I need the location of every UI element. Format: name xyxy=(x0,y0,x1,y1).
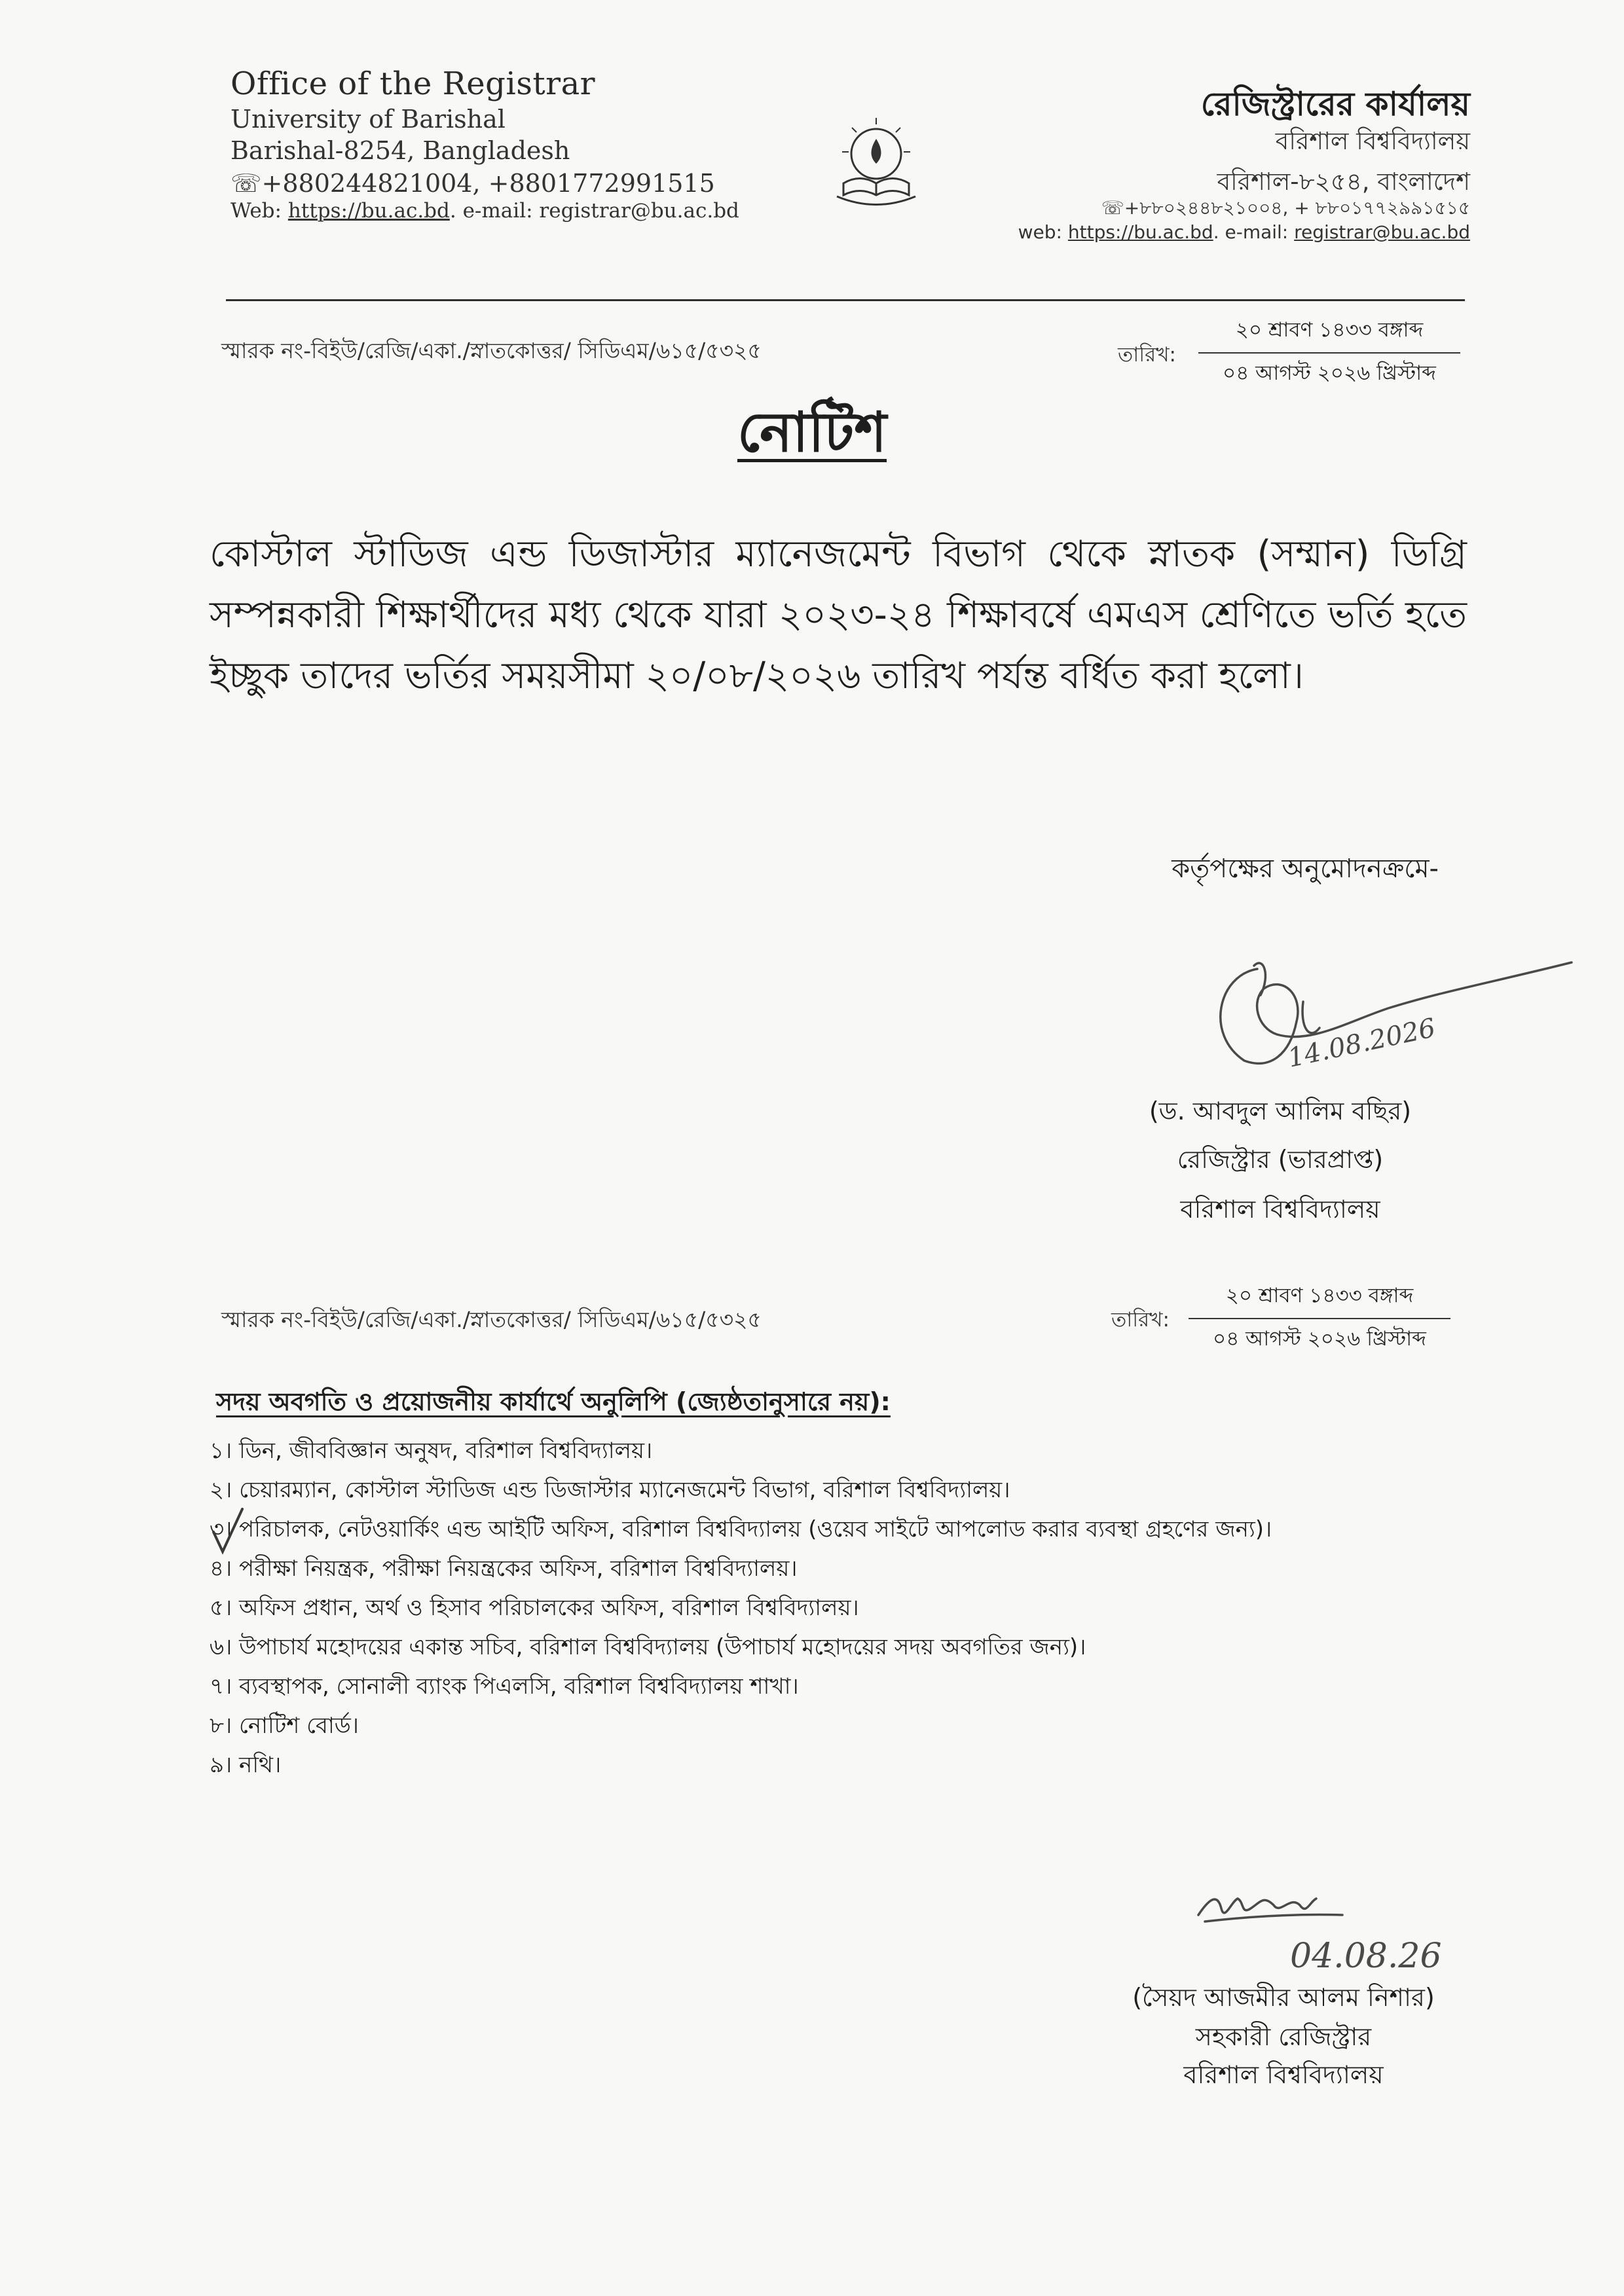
registrar-institution: বরিশাল বিশ্ববিদ্যালয় xyxy=(1180,1195,1380,1224)
email-label: . e-mail: xyxy=(449,199,533,223)
notice-title: নোটিশ xyxy=(737,400,887,464)
university-logo-icon xyxy=(811,92,942,223)
university-name-bn: বরিশাল বিশ্ববিদ্যালয় xyxy=(1275,127,1470,155)
office-title-bn: রেজিস্ট্রারের কার্যালয় xyxy=(1200,85,1470,123)
office-title-en: Office of the Registrar xyxy=(231,65,596,102)
list-item: ৯। নথি। xyxy=(210,1752,282,1778)
check-mark-icon xyxy=(208,1506,248,1558)
email-link[interactable]: registrar@bu.ac.bd xyxy=(539,199,739,223)
assistant-registrar-institution: বরিশাল বিশ্ববিদ্যালয় xyxy=(1183,2060,1384,2089)
list-item: ৫। অফিস প্রধান, অর্থ ও হিসাব পরিচালকের অফিস, বরিশাল বিশ্ববিদ্যালয়। xyxy=(210,1595,859,1621)
web-link-bn[interactable]: https://bu.ac.bd xyxy=(1067,221,1213,243)
cc-title: সদয় অবগতি ও প্রয়োজনীয় কার্যার্থে অনুলিপি (জ্যেষ্ঠতানুসারে নয়): xyxy=(216,1387,891,1416)
assistant-registrar-signature-icon xyxy=(1185,1869,1486,1994)
list-item: ৬। উপাচার্য মহোদয়ের একান্ত সচিব, বরিশাল বিশ্ববিদ্যালয় (উপাচার্য মহোদয়ের সদয় অবগতির জন্য)। xyxy=(210,1634,1086,1660)
approval-line: কর্তৃপক্ষের অনুমোদনক্রমে- xyxy=(1172,854,1439,884)
web-link[interactable]: https://bu.ac.bd xyxy=(287,199,450,223)
phone-en: ☏+880244821004, +8801772991515 xyxy=(231,169,715,198)
web-label: Web: xyxy=(231,199,282,223)
memo-date xyxy=(1198,314,1460,392)
list-item: ২। চেয়ারম্যান, কোস্টাল স্টাডিজ এন্ড ডিজাস্টার ম্যানেজমেন্ট বিভাগ, বরিশাল বিশ্ববিদ্যালয়। xyxy=(210,1477,1010,1503)
registrar-signature-date: 14.08.2026 xyxy=(1285,1013,1439,1074)
address-bn: বরিশাল-৮২৫৪, বাংলাদেশ xyxy=(1217,168,1470,196)
email-label-bn: . e-mail: xyxy=(1213,221,1289,243)
registrar-designation: রেজিস্ট্রার (ভারপ্রাপ্ত) xyxy=(1177,1145,1384,1174)
assistant-registrar-signature-date: 04.08.26 xyxy=(1290,1937,1442,1976)
notice-body: কোস্টাল স্টাডিজ এন্ড ডিজাস্টার ম্যানেজমেন্ট বিভাগ থেকে স্নাতক (সম্মান) ডিগ্রি সম্পন্নকারী শিক্ষার্থীদের মধ্য থেকে যারা ২০২৩-২৪ শিক্ষাবর্ষে এমএস শ্রেণিতে ভর্তি হতে ইচ্ছুক তাদের ভর্তির সময়সীমা ২০/০৮/২০২৬ তারিখ পর্যন্ত বর্ধিত করা হলো। xyxy=(210,533,1467,697)
registrar-name: (ড. আবদুল আলিম বছির) xyxy=(1149,1097,1412,1125)
memo-reference-2: স্মারক নং-বিইউ/রেজি/একা./স্নাতকোত্তর/ সিডিএম/৬১৫/৫৩২৫ xyxy=(221,1307,762,1332)
header-divider xyxy=(226,299,1465,301)
list-item: ১। ডিন, জীববিজ্ঞান অনুষদ, বরিশাল বিশ্ববিদ্যালয়। xyxy=(210,1438,653,1464)
phone-bn: ☏+৮৮০২৪৪৮২১০০৪, + ৮৮০১৭৭২৯৯১৫১৫ xyxy=(1101,197,1470,219)
list-item: ৮। নোটিশ বোর্ড। xyxy=(210,1713,359,1739)
cc-list xyxy=(210,1431,1272,1785)
list-item: ৩। পরিচালক, নেটওয়ার্কিং এন্ড আইটি অফিস, বরিশাল বিশ্ববিদ্যালয় (ওয়েব সাইটে আপলোড করার ব্যবস্থা গ্রহণের জন্য)। xyxy=(210,1516,1272,1542)
university-name-en: University of Barishal xyxy=(231,105,506,134)
web-label-bn: web: xyxy=(1018,221,1062,243)
registrar-signature-icon xyxy=(1179,930,1598,1087)
assistant-registrar-designation: সহকারী রেজিস্ট্রার xyxy=(1195,2022,1372,2051)
date-label-2: তারিখ: xyxy=(1111,1308,1170,1332)
list-item: ৭। ব্যবস্থাপক, সোনালী ব্যাংক পিএলসি, বরিশাল বিশ্ববিদ্যালয় শাখা। xyxy=(210,1673,799,1700)
date-bangla-2: ২০ শ্রাবণ ১৪৩৩ বঙ্গাব্দ xyxy=(1189,1280,1450,1319)
date-bangla: ২০ শ্রাবণ ১৪৩৩ বঙ্গাব্দ xyxy=(1198,314,1460,354)
contact-line-bn xyxy=(1018,221,1470,243)
address-en: Barishal-8254, Bangladesh xyxy=(231,136,570,165)
memo-date-2 xyxy=(1189,1280,1450,1357)
contact-line-en xyxy=(231,199,739,223)
assistant-registrar-name: (সৈয়দ আজমীর আলম নিশার) xyxy=(1132,1983,1435,2012)
list-item: ৪। পরীক্ষা নিয়ন্ত্রক, পরীক্ষা নিয়ন্ত্রকের অফিস, বরিশাল বিশ্ববিদ্যালয়। xyxy=(210,1556,798,1582)
date-gregorian: ০৪ আগস্ট ২০২৬ খ্রিস্টাব্দ xyxy=(1223,361,1436,385)
date-label: তারিখ: xyxy=(1118,343,1176,367)
email-link-bn[interactable]: registrar@bu.ac.bd xyxy=(1294,221,1470,243)
memo-reference: স্মারক নং-বিইউ/রেজি/একা./স্নাতকোত্তর/ সিডিএম/৬১৫/৫৩২৫ xyxy=(221,338,762,363)
date-gregorian-2: ০৪ আগস্ট ২০২৬ খ্রিস্টাব্দ xyxy=(1213,1327,1426,1351)
